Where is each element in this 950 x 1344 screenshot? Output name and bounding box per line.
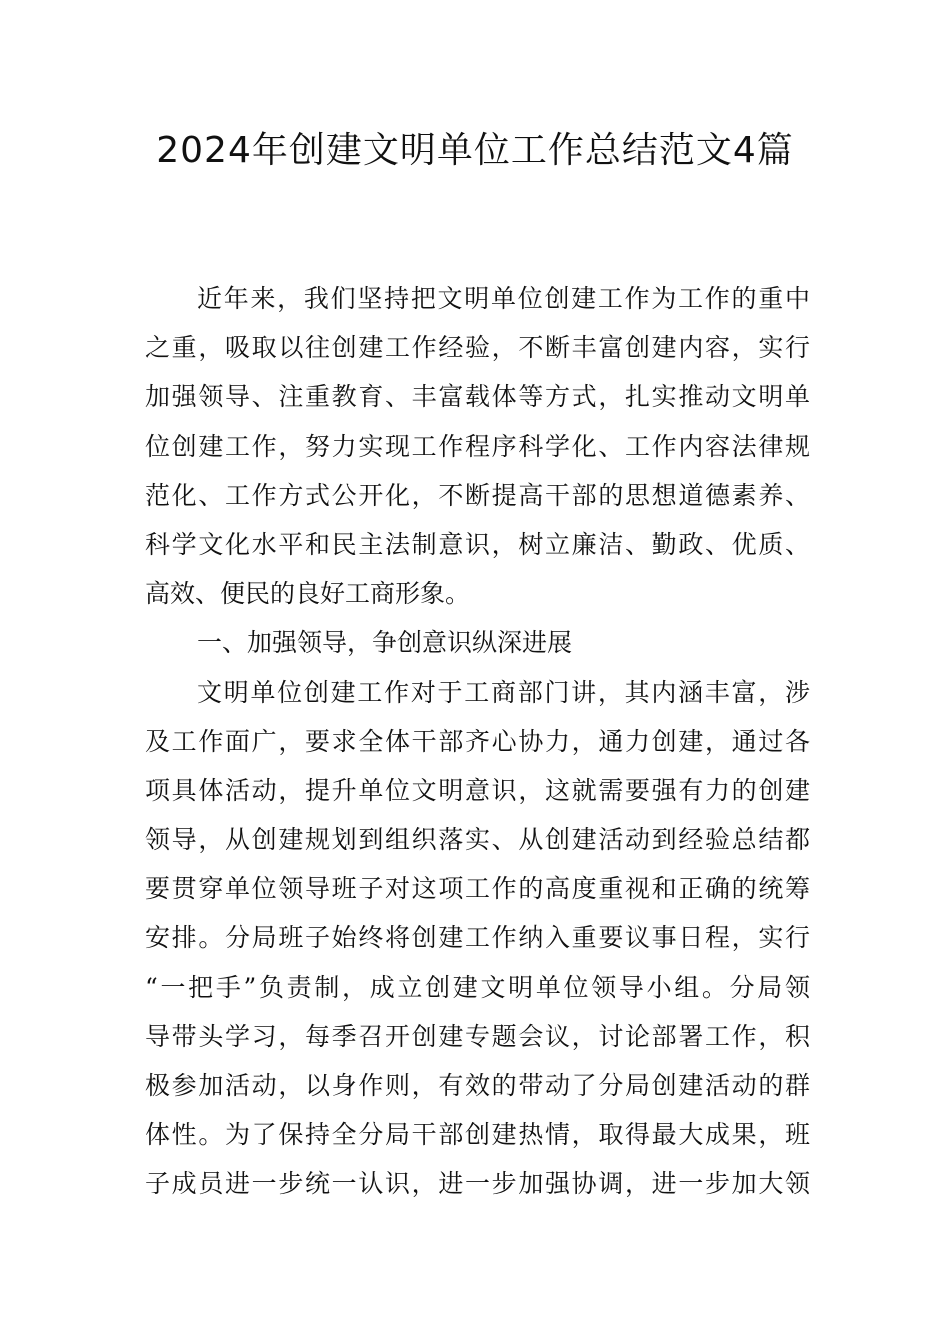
section-heading: 一、加强领导，争创意识纵深进展 — [197, 628, 573, 658]
paragraph-line: “一把手”负责制，成立创建文明单位领导小组。分局领 — [145, 972, 810, 1002]
paragraph-line: 导带头学习，每季召开创建专题会议，讨论部署工作，积 — [145, 1021, 810, 1051]
document-body — [145, 274, 810, 1209]
paragraph-line: 体性。为了保持全分局干部创建热情，取得最大成果，班 — [145, 1120, 810, 1150]
paragraph-line: 高效、便民的良好工商形象。 — [145, 579, 471, 609]
paragraph-line: 之重，吸取以往创建工作经验，不断丰富创建内容，实行 — [145, 333, 810, 363]
document-title: 2024年创建文明单位工作总结范文4篇 — [156, 130, 794, 171]
paragraph-line: 项具体活动，提升单位文明意识，这就需要强有力的创建 — [145, 775, 810, 805]
paragraph-line: 子成员进一步统一认识，进一步加强协调，进一步加大领 — [145, 1169, 810, 1199]
paragraph-line: 安排。分局班子始终将创建工作纳入重要议事日程，实行 — [145, 923, 810, 953]
paragraph-line: 位创建工作，努力实现工作程序科学化、工作内容法律规 — [145, 431, 810, 461]
paragraph-line: 加强领导、注重教育、丰富载体等方式，扎实推动文明单 — [145, 382, 810, 412]
paragraph-line: 范化、工作方式公开化，不断提高干部的思想道德素养、 — [145, 480, 810, 510]
paragraph-line: 领导，从创建规划到组织落实、从创建活动到经验总结都 — [145, 825, 810, 855]
paragraph-line: 及工作面广，要求全体干部齐心协力，通力创建，通过各 — [145, 726, 810, 756]
paragraph-line: 近年来，我们坚持把文明单位创建工作为工作的重中 — [197, 284, 810, 313]
paragraph-line: 科学文化水平和民主法制意识，树立廉洁、勤政、优质、 — [145, 529, 810, 559]
paragraph-line: 极参加活动，以身作则，有效的带动了分局创建活动的群 — [145, 1071, 810, 1100]
paragraph-line: 要贯穿单位领导班子对这项工作的高度重视和正确的统筹 — [145, 874, 810, 904]
paragraph-line: 文明单位创建工作对于工商部门讲，其内涵丰富，涉 — [197, 677, 810, 707]
